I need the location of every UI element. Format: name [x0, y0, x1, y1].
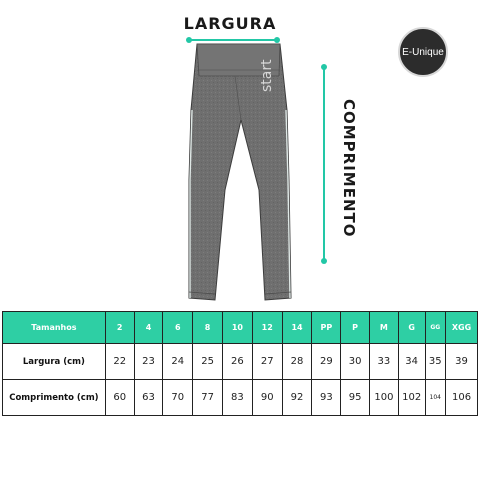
size-header: PP: [312, 312, 341, 344]
row-label: Comprimento (cm): [3, 380, 106, 416]
table-cell: 70: [163, 380, 193, 416]
start-print: start: [259, 59, 275, 92]
size-header: GG: [425, 312, 446, 344]
table-cell: 28: [282, 344, 312, 380]
size-header: 4: [134, 312, 163, 344]
size-header: 10: [223, 312, 253, 344]
size-header: G: [398, 312, 425, 344]
size-header: 14: [282, 312, 312, 344]
table-cell: 34: [398, 344, 425, 380]
size-header: XGG: [446, 312, 478, 344]
size-header: M: [370, 312, 399, 344]
length-measure-line: [323, 64, 325, 264]
table-cell: 106: [446, 380, 478, 416]
table-cell: 100: [370, 380, 399, 416]
table-cell: 29: [312, 344, 341, 380]
table-row: [3, 380, 478, 416]
table-cell: 26: [223, 344, 253, 380]
size-header-row: [3, 312, 478, 344]
size-table: [2, 311, 478, 416]
table-row: [3, 344, 478, 380]
size-header: 2: [105, 312, 134, 344]
table-cell: 95: [341, 380, 370, 416]
size-header: 6: [163, 312, 193, 344]
table-cell: 23: [134, 344, 163, 380]
table-cell: 104: [425, 380, 446, 416]
brand-name: E-Unique: [402, 46, 444, 58]
table-cell: 27: [252, 344, 282, 380]
table-cell: 30: [341, 344, 370, 380]
table-cell: 24: [163, 344, 193, 380]
row-label: Largura (cm): [3, 344, 106, 380]
leggings-image: [175, 40, 305, 305]
width-title: LARGURA: [183, 14, 277, 33]
table-cell: 77: [193, 380, 223, 416]
size-header: 8: [193, 312, 223, 344]
table-cell: 39: [446, 344, 478, 380]
table-cell: 63: [134, 380, 163, 416]
table-cell: 60: [105, 380, 134, 416]
table-cell: 90: [252, 380, 282, 416]
sizes-header-label: Tamanhos: [3, 312, 106, 344]
size-header: 12: [252, 312, 282, 344]
table-cell: 33: [370, 344, 399, 380]
table-cell: 83: [223, 380, 253, 416]
table-cell: 25: [193, 344, 223, 380]
brand-logo: [398, 27, 448, 77]
table-cell: 93: [312, 380, 341, 416]
table-cell: 35: [425, 344, 446, 380]
table-cell: 102: [398, 380, 425, 416]
size-header: P: [341, 312, 370, 344]
table-cell: 22: [105, 344, 134, 380]
length-title: COMPRIMENTO: [340, 98, 358, 238]
table-cell: 92: [282, 380, 312, 416]
